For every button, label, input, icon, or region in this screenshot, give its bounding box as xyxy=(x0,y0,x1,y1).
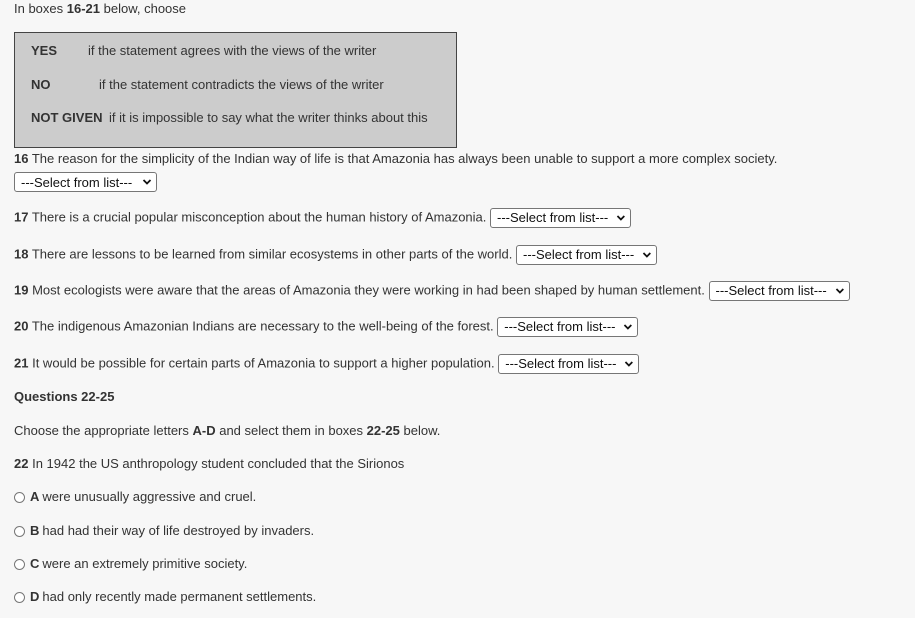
instruction-range: 22-25 xyxy=(366,423,400,438)
select-value: ---Select from list--- xyxy=(497,210,609,225)
answer-select-16[interactable] xyxy=(14,172,157,192)
answer-select-20[interactable] xyxy=(497,317,638,337)
instruction-prefix: Choose the appropriate letters xyxy=(14,423,193,438)
select-value: ---Select from list--- xyxy=(522,247,635,262)
chevron-down-icon xyxy=(624,359,634,369)
chevron-down-icon xyxy=(835,286,845,296)
option-c[interactable] xyxy=(14,556,247,572)
intro-suffix: below, choose xyxy=(100,1,187,16)
legend-not-given-text: if it is impossible to say what the writer thinks about this xyxy=(109,110,428,125)
legend-no-text: if the statement contradicts the views of the writer xyxy=(99,77,384,92)
chevron-down-icon xyxy=(142,177,152,187)
legend-yes-text: if the statement agrees with the views of the writer xyxy=(88,43,377,58)
question-22 xyxy=(14,455,404,473)
question-19 xyxy=(14,281,850,301)
question-number: 21 xyxy=(14,355,29,371)
option-text: were unusually aggressive and cruel. xyxy=(42,489,257,504)
option-b[interactable] xyxy=(14,523,314,539)
legend-yes xyxy=(31,43,376,59)
chevron-down-icon xyxy=(642,250,652,260)
option-d[interactable] xyxy=(14,589,316,605)
option-letter: A xyxy=(30,489,40,504)
legend-no xyxy=(31,77,384,93)
instruction-letters: A-D xyxy=(192,423,216,438)
select-value: ---Select from list--- xyxy=(21,174,133,190)
question-text: There are lessons to be learned from similar ecosystems in other parts of the world. xyxy=(31,246,513,262)
option-letter: D xyxy=(30,589,40,604)
answer-select-17[interactable] xyxy=(490,208,631,228)
section-instruction xyxy=(14,422,440,440)
chevron-down-icon xyxy=(623,322,633,332)
question-number: 17 xyxy=(14,209,29,225)
option-letter: B xyxy=(30,523,40,538)
section-heading: Questions 22-25 xyxy=(14,389,115,404)
question-text: The indigenous Amazonian Indians are necessary to the well-being of the forest. xyxy=(31,318,494,334)
intro-prefix: In boxes xyxy=(14,1,67,16)
question-number: 18 xyxy=(14,246,29,262)
question-17 xyxy=(14,208,631,228)
intro-range: 16-21 xyxy=(66,1,101,16)
option-text: had had their way of life destroyed by invaders. xyxy=(42,523,315,538)
question-20 xyxy=(14,317,638,337)
question-text: It would be possible for certain parts of Amazonia to support a higher population. xyxy=(32,355,495,371)
option-text: had only recently made permanent settlements. xyxy=(42,589,317,604)
option-letter: C xyxy=(30,556,40,571)
question-text: Most ecologists were aware that the areas of Amazonia they were working in had been shaped by human settlement. xyxy=(32,282,705,298)
question-number: 22 xyxy=(14,456,29,471)
answer-select-21[interactable] xyxy=(498,354,639,374)
radio-button[interactable] xyxy=(14,559,25,570)
question-number: 19 xyxy=(14,282,29,298)
question-text: The reason for the simplicity of the Indian way of life is that Amazonia has always been unable to support a more complex society. xyxy=(31,151,778,166)
question-18 xyxy=(14,245,657,265)
answer-key-box xyxy=(14,32,457,148)
legend-no-key: NO xyxy=(31,77,51,92)
answer-select-19[interactable] xyxy=(709,281,850,301)
question-16 xyxy=(14,150,777,168)
instruction-mid: and select them in boxes xyxy=(215,423,367,438)
radio-button[interactable] xyxy=(14,592,25,603)
question-21 xyxy=(14,354,639,374)
option-text: were an extremely primitive society. xyxy=(42,556,248,571)
select-value: ---Select from list--- xyxy=(505,356,617,371)
option-a[interactable] xyxy=(14,489,256,505)
legend-yes-key: YES xyxy=(31,43,58,58)
intro-line xyxy=(14,1,186,17)
select-value: ---Select from list--- xyxy=(715,283,827,298)
question-text: In 1942 the US anthropology student concluded that the Sirionos xyxy=(32,456,405,471)
answer-select-18[interactable] xyxy=(516,245,657,265)
question-text: There is a crucial popular misconception about the human history of Amazonia. xyxy=(31,209,487,225)
radio-button[interactable] xyxy=(14,526,25,537)
legend-not-given xyxy=(31,110,428,126)
question-number: 20 xyxy=(14,318,29,334)
question-number: 16 xyxy=(14,151,29,166)
select-value: ---Select from list--- xyxy=(504,319,616,334)
chevron-down-icon xyxy=(616,213,626,223)
legend-not-given-key: NOT GIVEN xyxy=(31,110,103,125)
radio-button[interactable] xyxy=(14,492,25,503)
instruction-suffix: below. xyxy=(399,423,441,438)
